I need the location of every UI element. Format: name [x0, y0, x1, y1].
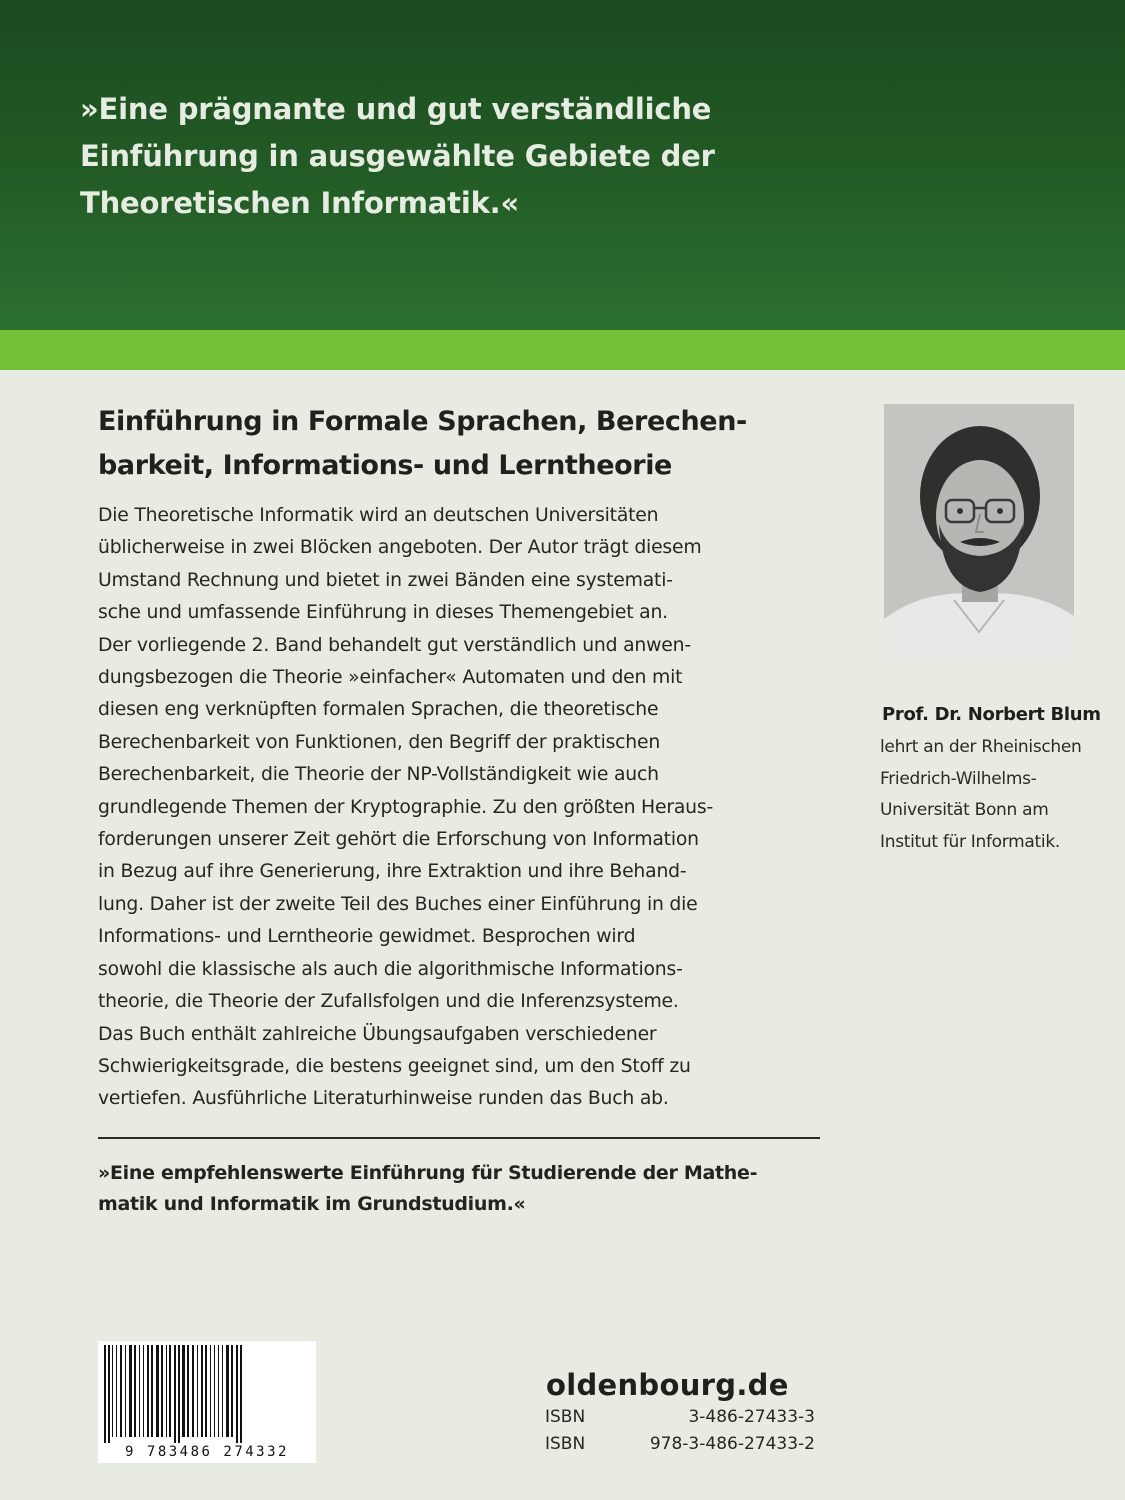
blurb-line: diesen eng verknüpften formalen Sprachen, die theoretische	[98, 699, 659, 721]
author-bio-line: Friedrich-Wilhelms-	[880, 768, 1037, 789]
isbn-number: 3-486-27433-3	[688, 1407, 815, 1427]
barcode-bar	[226, 1345, 229, 1437]
barcode-bar	[129, 1345, 132, 1437]
barcode-bar	[197, 1345, 198, 1437]
barcode-bar	[182, 1345, 185, 1437]
publisher-url: oldenbourg.de	[546, 1368, 789, 1402]
top-quote-line: Theoretischen Informatik.«	[80, 186, 520, 220]
isbn-label: ISBN	[545, 1434, 586, 1454]
barcode-bar	[108, 1345, 110, 1443]
book-blurb	[98, 500, 833, 1116]
barcode-bar	[134, 1345, 136, 1437]
blurb-line: Schwierigkeitsgrade, die bestens geeignet sind, um den Stoff zu	[98, 1055, 691, 1077]
barcode-bar	[236, 1345, 238, 1443]
blurb-line: Die Theoretische Informatik wird an deutschen Universitäten	[98, 505, 659, 526]
blurb-line: vertiefen. Ausführliche Literaturhinweise runden das Buch ab.	[98, 1088, 669, 1110]
author-portrait-image	[884, 404, 1074, 660]
barcode-bar	[116, 1345, 117, 1437]
barcode-bar	[201, 1345, 203, 1437]
barcode-bar	[125, 1345, 126, 1437]
blurb-line: Informations- und Lerntheorie gewidmet. Besprochen wird	[98, 926, 636, 948]
blurb-line: Berechenbarkeit, die Theorie der NP-Vollständigkeit wie auch	[98, 764, 659, 786]
blurb-line: sowohl die klassische als auch die algorithmische Informations-	[98, 958, 683, 980]
isbn-label: ISBN	[545, 1407, 586, 1427]
barcode-bar	[156, 1345, 159, 1437]
blurb-line: üblicherweise in zwei Blöcken angeboten. Der Autor trägt diesem	[98, 537, 702, 559]
blurb-line: in Bezug auf ihre Generierung, ihre Extraktion und ihre Behand-	[98, 861, 687, 883]
review-quote	[98, 1158, 838, 1220]
barcode-bar	[231, 1345, 233, 1437]
top-quote-line: Einführung in ausgewählte Gebiete der	[80, 139, 715, 173]
blurb-line: Berechenbarkeit von Funktionen, den Begriff der praktischen	[98, 731, 661, 753]
barcode-bar	[112, 1345, 113, 1437]
author-bio	[880, 732, 1120, 858]
barcode-bar	[169, 1345, 171, 1437]
author-bio-line: lehrt an der Rheinischen	[880, 737, 1082, 757]
book-title-line: Einführung in Formale Sprachen, Berechen-	[98, 406, 747, 437]
author-name: Prof. Dr. Norbert Blum	[882, 704, 1101, 725]
barcode-bar	[187, 1345, 189, 1437]
review-quote-line: matik und Informatik im Grundstudium.«	[98, 1193, 526, 1215]
blurb-line: lung. Daher ist der zweite Teil des Buches einer Einführung in die	[98, 893, 698, 915]
blurb-line: theorie, die Theorie der Zufallsfolgen und die Inferenzsysteme.	[98, 991, 679, 1013]
barcode-bar	[120, 1345, 122, 1437]
blurb-line: forderungen unserer Zeit gehört die Erforschung von Information	[98, 829, 699, 851]
book-title	[98, 400, 878, 488]
top-quote-line: »Eine prägnante und gut verständliche	[80, 92, 712, 126]
barcode-bar	[205, 1345, 207, 1437]
barcode-bar	[214, 1345, 215, 1437]
barcode-bar	[104, 1345, 106, 1443]
blurb-line: Der vorliegende 2. Band behandelt gut verständlich und anwen-	[98, 634, 691, 656]
author-photo	[884, 404, 1074, 660]
blurb-line: Umstand Rechnung und bietet in zwei Bänden eine systemati-	[98, 569, 673, 591]
divider-rule	[98, 1137, 820, 1139]
barcode-bar	[178, 1345, 180, 1443]
book-title-line: barkeit, Informations- und Lerntheorie	[98, 450, 672, 481]
author-bio-line: Institut für Informatik.	[880, 831, 1060, 852]
barcode-bar	[161, 1345, 163, 1437]
barcode-bar	[192, 1345, 194, 1437]
accent-stripe	[0, 330, 1125, 370]
blurb-line: Das Buch enthält zahlreiche Übungsaufgaben verschiedener	[98, 1023, 657, 1045]
barcode-bar	[166, 1345, 167, 1437]
barcode-bar	[222, 1345, 223, 1437]
author-bio-line: Universität Bonn am	[880, 800, 1049, 820]
top-quote	[80, 86, 840, 227]
barcode-bars	[98, 1341, 316, 1445]
barcode-bar	[240, 1345, 242, 1443]
barcode-bar	[147, 1345, 149, 1437]
barcode-bar	[143, 1345, 144, 1437]
barcode-bar	[139, 1345, 140, 1437]
review-quote-line: »Eine empfehlenswerte Einführung für Studierende der Mathe-	[98, 1162, 758, 1184]
barcode-digits: 9 783486 274332	[125, 1444, 289, 1460]
barcode-bar	[210, 1345, 211, 1437]
blurb-line: grundlegende Themen der Kryptographie. Zu den größten Heraus-	[98, 796, 714, 818]
blurb-line: dungsbezogen die Theorie »einfacher« Automaten und den mit	[98, 667, 683, 689]
barcode-bar	[151, 1345, 153, 1437]
isbn-number: 978-3-486-27433-2	[649, 1434, 815, 1454]
blurb-line: sche und umfassende Einführung in dieses Themengebiet an.	[98, 602, 668, 624]
barcode-bar	[174, 1345, 176, 1443]
barcode-bar	[218, 1345, 219, 1437]
